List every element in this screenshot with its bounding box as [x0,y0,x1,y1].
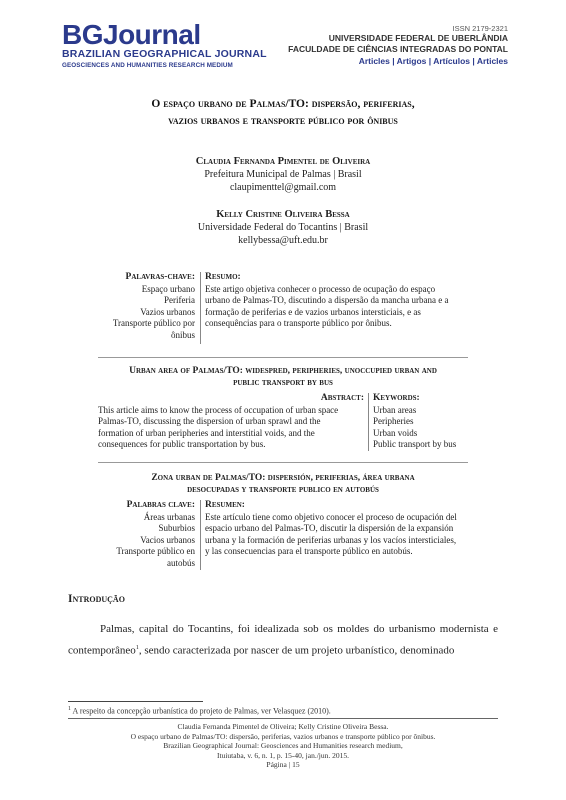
keyword-item: Public transport by bus [373,439,457,449]
en-divider [368,393,369,451]
section-heading-introduction: Introdução [68,593,125,605]
footnote-ref[interactable]: 1 [135,645,139,651]
abstract-line: Palmas-TO, discussing the dispersion of urban sprawl and the [98,416,321,426]
keyword-item: Peripheries [373,416,414,426]
abstract-line: urbana y la formación de periferias urbanas y los vacíos intersticiales, [205,534,457,545]
keyword-item: Transporte público por [112,318,195,328]
keyword-item: Periferia [164,295,195,305]
intro-paragraph [68,620,498,661]
paper-title-line1: O espaço urbano de Palmas/TO: dispersão, periferias, [151,98,415,110]
journal-logo-tagline: GEOSCIENCES AND HUMANITIES RESEARCH MEDIUM [62,62,233,69]
paper-title-line2: vazios urbanos e transporte público por ônibus [168,115,398,127]
pt-abstract [205,272,467,330]
intro-line1: Palmas, capital do Tocantins, foi idealizada sob os moldes do urbanismo modernista e [100,623,498,635]
journal-logo-subtitle: BRAZILIAN GEOGRAPHICAL JOURNAL [62,48,267,60]
es-keywords [98,500,195,569]
es-divider [200,500,201,570]
pt-abstract-label: Resumo: [205,272,241,282]
abstract-line: formação de periferias e de vazios urbanos intersticiais, e as [205,306,421,317]
footer-page: Página | 15 [266,760,300,769]
abstract-line: consequences for public transportation by bus. [98,439,266,449]
es-title-line1: Zona urban de Palmas/TO: dispersión, periferias, área urbana [151,473,415,483]
intro-line2-b: , sendo caracterizada por nascer de um projeto urbanístico, denominado [138,644,455,657]
keyword-item: Vazios urbanos [140,306,195,317]
keyword-item: Suburbios [158,523,195,533]
abstract-line: This article aims to know the process of occupation of urban space [98,404,339,415]
en-abstract [98,393,364,451]
author-affiliation: Prefeitura Municipal de Palmas | Brasil [204,169,362,180]
es-top-rule [98,462,468,463]
keyword-item: Urban areas [373,404,417,415]
author-name: Claudia Fernanda Pimentel de Oliveira [195,156,371,167]
page-footer [60,722,506,770]
es-keywords-label: Palabras clave: [126,500,195,510]
author-block-1 [60,155,506,194]
abstract-line: espacio urbano del Palmas-TO, discutir la dispersión de la expansión [205,523,454,533]
en-keywords-label: Keywords: [373,393,420,403]
footnote-text: A respeito da concepção urbanística do projeto de Palmas, ver Velasquez (2010). [71,706,331,716]
en-title-line2: public transport by bus [233,378,333,388]
es-title-line2: desocupadas y transporte publico en autobús [187,485,379,495]
footer-rule [68,718,498,719]
author-email: claupimenttel@gmail.com [229,182,337,193]
abstract-line: Este artigo objetiva conhecer o processo de ocupação do espaço [205,283,436,294]
keyword-item: Espaço urbano [141,283,195,294]
keyword-item: autobús [167,557,195,568]
en-title [70,365,496,389]
en-title-line1: Urban area of Palmas/TO: widespred, peripheries, unoccupied urban and [129,366,437,376]
author-name: Kelly Cristine Oliveira Bessa [216,209,350,220]
footnote [68,706,331,716]
keyword-item: ônibus [170,329,195,340]
paper-title [60,96,506,130]
en-keywords [373,393,473,451]
abstract-line: urbano de Palmas-TO, discutindo a dispersão da mancha urbana e a [205,295,449,305]
pt-keywords [100,272,195,341]
abstract-line: formation of urban peripheries and interstitial voids, and the [98,427,315,438]
abstract-line: consequências para o transporte público por ônibus. [205,318,392,328]
keyword-item: Transporte público en [116,546,195,556]
keyword-item: Urban voids [373,427,418,438]
footer-citation: Ituiutaba, v. 6, n. 1, p. 15-40, jan./jun. 2015. [217,750,349,760]
es-title [70,472,496,496]
es-abstract-label: Resumen: [205,500,245,510]
intro-line2-a: contemporâneo [68,644,136,657]
article-types: Articles | Artigos | Artículos | Articles [358,56,508,66]
footer-title: O espaço urbano de Palmas/TO: dispersão, periferias, vazios urbanos e transporte público por ônibus. [130,731,436,741]
keyword-item: Vacios urbanos [140,534,195,545]
keyword-item: Áreas urbanas [143,511,195,522]
issn-label: ISSN 2179-2321 [452,24,508,33]
es-abstract [205,500,470,558]
author-affiliation: Universidade Federal do Tocantins | Brasil [197,222,369,233]
journal-logo-title: BGJournal [62,19,201,50]
university-name: UNIVERSIDADE FEDERAL DE UBERLÂNDIA [328,33,508,43]
faculty-name: FACULDADE DE CIÊNCIAS INTEGRADAS DO PONTAL [288,44,508,54]
footnote-mark: 1 [68,706,71,712]
author-block-2 [60,208,506,247]
en-abstract-label: Abstract: [320,393,364,403]
footer-authors: Claudia Fernanda Pimentel de Oliveira; Kelly Cristine Oliveira Bessa. [177,722,389,731]
en-top-rule [98,357,468,358]
footer-journal: Brazilian Geographical Journal: Geosciences and Humanities research medium, [163,741,403,750]
abstract-line: Este artículo tiene como objetivo conocer el proceso de ocupación del [205,511,457,522]
footnote-rule [68,701,203,702]
pt-divider [200,272,201,344]
abstract-line: y las consecuencias para el transporte público en autobús. [205,546,413,556]
author-email: kellybessa@uft.edu.br [238,235,328,246]
pt-keywords-label: Palavras-chave: [125,272,195,282]
